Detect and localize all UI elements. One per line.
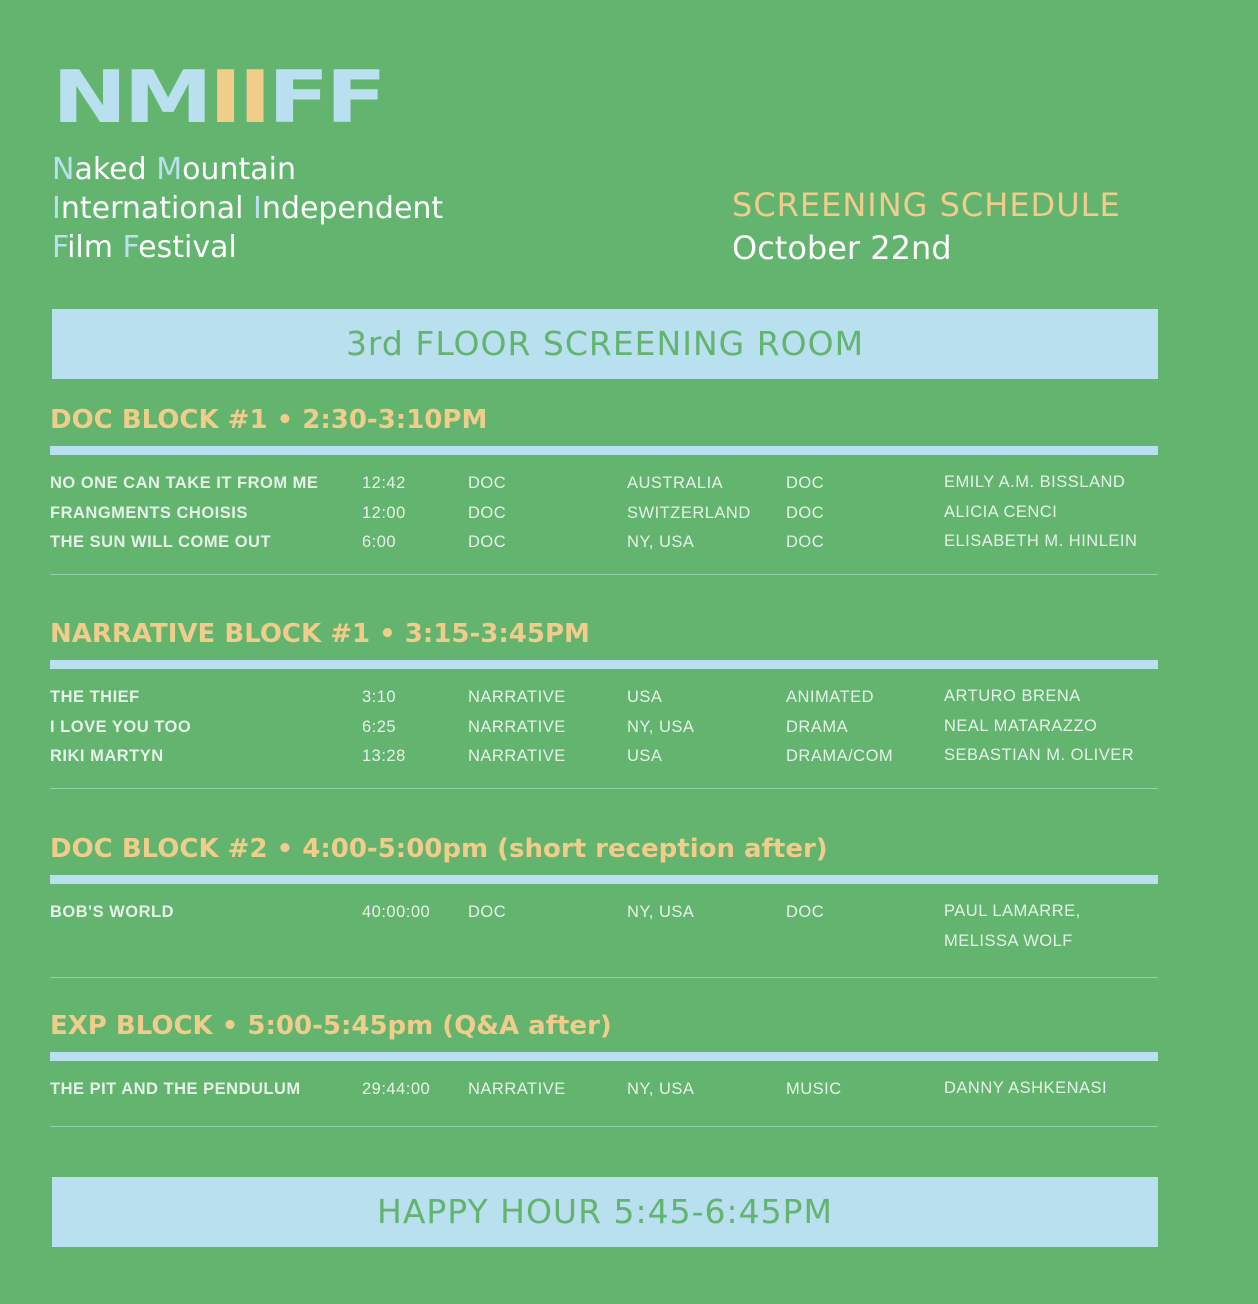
film-country: AUSTRALIA (627, 474, 724, 492)
screening-block (50, 833, 1158, 950)
block-separator (50, 977, 1158, 978)
film-title: THE PIT AND THE PENDULUM (50, 1080, 301, 1098)
film-time: 6:00 (362, 533, 397, 551)
block-title: EXP BLOCK • 5:00-5:45pm (Q&A after) (50, 1011, 612, 1041)
film-country: NY, USA (627, 533, 695, 551)
film-list (50, 901, 1158, 950)
film-category: NARRATIVE (468, 717, 566, 736)
film-category: DOC (468, 474, 507, 492)
film-title: THE THIEF (50, 688, 140, 706)
film-title: I LOVE YOU TOO (50, 717, 192, 736)
film-director: DANNY ASHKENASI (944, 1079, 1108, 1097)
film-genre: DOC (786, 503, 825, 522)
film-country: NY, USA (627, 903, 695, 921)
schedule-date: October 22nd (732, 229, 952, 267)
film-list (50, 686, 1158, 775)
festival-name-line-2: International Independent (52, 191, 444, 226)
film-genre: ANIMATED (786, 688, 875, 706)
film-title: THE SUN WILL COME OUT (50, 533, 272, 551)
film-row (50, 901, 1158, 950)
film-country: USA (627, 688, 663, 706)
block-title: DOC BLOCK #1 • 2:30-3:10PM (50, 405, 488, 435)
festival-name-line-1: Naked Mountain (52, 152, 296, 187)
film-category: DOC (468, 533, 507, 551)
block-divider-bar (50, 1052, 1158, 1061)
film-list (50, 1078, 1158, 1108)
block-divider-bar (50, 875, 1158, 884)
film-director: ELISABETH M. HINLEIN (944, 532, 1138, 550)
film-genre: MUSIC (786, 1080, 842, 1098)
film-director: PAUL LAMARRE, MELISSA WOLF (944, 902, 1081, 950)
film-country: NY, USA (627, 717, 695, 736)
film-director: ALICIA CENCI (944, 502, 1058, 521)
film-list (50, 472, 1158, 561)
film-category: NARRATIVE (468, 1080, 566, 1098)
screening-block (50, 404, 1158, 561)
logo-ii: II (208, 55, 268, 140)
film-category: DOC (468, 903, 507, 921)
film-time: 12:42 (362, 474, 406, 492)
block-divider-bar (50, 446, 1158, 455)
room-banner: 3rd FLOOR SCREENING ROOM (52, 309, 1158, 379)
film-category: NARRATIVE (468, 747, 566, 765)
film-director: EMILY A.M. BISSLAND (944, 473, 1126, 491)
film-time: 6:25 (362, 717, 397, 736)
film-genre: DOC (786, 474, 825, 492)
film-row (50, 745, 1158, 775)
film-director: SEBASTIAN M. OLIVER (944, 746, 1135, 764)
film-row (50, 531, 1158, 561)
film-time: 3:10 (362, 688, 397, 706)
festival-name-line-3: Film Festival (52, 230, 237, 265)
film-title: NO ONE CAN TAKE IT FROM ME (50, 474, 319, 492)
happy-hour-banner: HAPPY HOUR 5:45-6:45PM (52, 1177, 1158, 1247)
logo-nm: NM (52, 55, 209, 140)
film-category: NARRATIVE (468, 688, 566, 706)
screening-block (50, 1010, 1158, 1108)
film-director: NEAL MATARAZZO (944, 716, 1098, 735)
block-separator (50, 1126, 1158, 1127)
film-title: BOB'S WORLD (50, 903, 174, 921)
film-title: RIKI MARTYN (50, 747, 164, 765)
film-country: NY, USA (627, 1080, 695, 1098)
film-country: SWITZERLAND (627, 503, 751, 522)
film-time: 12:00 (362, 503, 406, 522)
festival-logo (52, 55, 383, 140)
film-time: 29:44:00 (362, 1080, 431, 1098)
festival-name (52, 150, 443, 267)
film-genre: DOC (786, 533, 825, 551)
block-separator (50, 788, 1158, 789)
screening-block (50, 618, 1158, 775)
film-genre: DOC (786, 903, 825, 921)
film-country: USA (627, 747, 663, 765)
block-separator (50, 574, 1158, 575)
schedule-header (732, 184, 1121, 270)
film-time: 40:00:00 (362, 903, 431, 921)
film-director: ARTURO BRENA (944, 687, 1081, 705)
film-row (50, 1078, 1158, 1108)
schedule-label: SCREENING SCHEDULE (732, 186, 1121, 224)
film-category: DOC (468, 503, 507, 522)
film-title: FRANGMENTS CHOISIS (50, 503, 248, 522)
film-genre: DRAMA (786, 717, 849, 736)
block-title: NARRATIVE BLOCK #1 • 3:15-3:45PM (50, 619, 590, 649)
film-time: 13:28 (362, 747, 406, 765)
logo-ff: FF (267, 55, 383, 140)
block-title: DOC BLOCK #2 • 4:00-5:00pm (short reception after) (50, 834, 828, 864)
block-divider-bar (50, 660, 1158, 669)
film-genre: DRAMA/COM (786, 747, 894, 765)
